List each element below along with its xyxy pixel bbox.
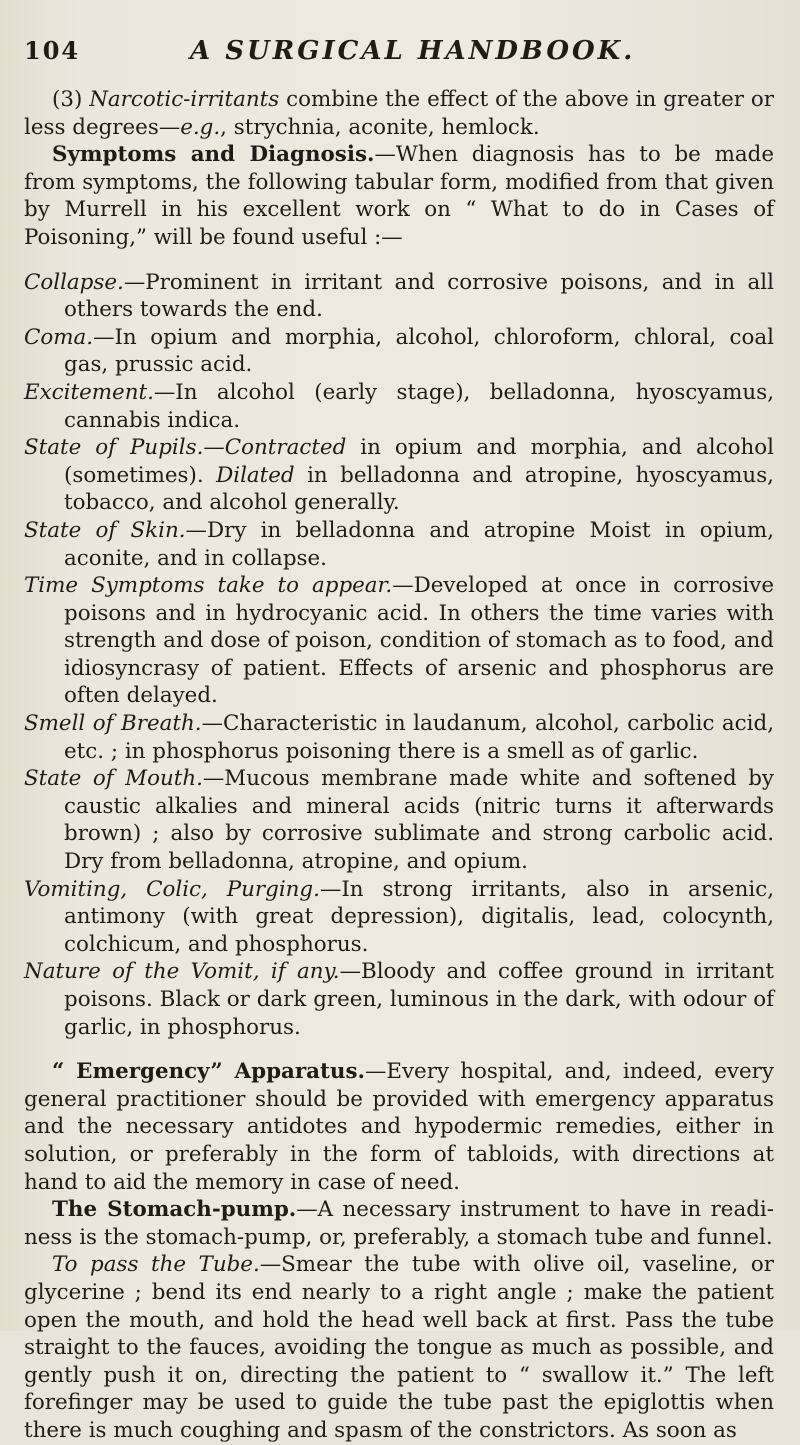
paragraph-text: , strychnia, aconite, hemlock. bbox=[220, 114, 540, 140]
entry-term: State of Mouth. bbox=[24, 766, 203, 792]
body-text bbox=[24, 86, 774, 1445]
entry-text: in opium and morphia, and alcohol (sometimes). bbox=[64, 435, 774, 488]
table-entry-time bbox=[24, 572, 774, 710]
table-entry-vomit-nature bbox=[24, 958, 774, 1041]
table-entry-skin bbox=[24, 517, 774, 572]
entry-term: State of Pupils. bbox=[24, 435, 204, 461]
section-heading-stomach-pump: The Stomach-pump. bbox=[52, 1197, 297, 1223]
paragraph-narcotic-irritants bbox=[24, 86, 774, 141]
paragraph-text: —Smear the tube with olive oil, vaseline, or glycerine ; bend its end nearly to a right angle ; make the patient open the mouth, and hold the head well back at first. Pass the tube straight to the fauces, avoiding the tongue as much as possible, and gently push it on, directing the patient to “ swallow it.” The left forefinger may be used to guide the tube past the epiglottis when there is much coughing and spasm of the constrictors. As soon as bbox=[24, 1252, 775, 1443]
page-number: 104 bbox=[24, 36, 81, 65]
table-entry-excitement bbox=[24, 379, 774, 434]
entry-term: Collapse. bbox=[24, 269, 124, 295]
abbrev-eg: e.g. bbox=[180, 114, 221, 140]
entry-term-dilated: Dilated bbox=[216, 462, 295, 488]
entry-text: —Bloody and coffee ground in irritant poisons. Black or dark green, luminous in the dark, with odour of garlic, in phosphorus. bbox=[64, 959, 775, 1040]
entry-text: in belladonna and atropine, hyoscyamus, tobacco, and alcohol generally. bbox=[64, 462, 774, 516]
table-entry-mouth bbox=[24, 765, 774, 875]
running-title: A SURGICAL HANDBOOK. bbox=[190, 36, 636, 66]
paragraph-text: combine the effect of the above in greater or less degrees— bbox=[24, 87, 774, 140]
entry-term: Vomiting, Colic, Purging. bbox=[24, 876, 320, 902]
entry-term: Smell of Breath. bbox=[24, 711, 202, 737]
term-pass-tube: To pass the Tube. bbox=[52, 1252, 260, 1278]
entry-term: Nature of the Vomit, if any. bbox=[24, 959, 340, 985]
entry-text: —Prominent in irritant and corrosive poisons, and in all others towards the end. bbox=[64, 269, 774, 323]
term-narcotic-irritants: Narcotic-irritants bbox=[89, 87, 280, 112]
paragraph-symptoms bbox=[24, 141, 774, 251]
paragraph-text: —When diagnosis has to be made from symptoms, the following tabular form, modified from that given by Murrell in his excellent work on “ What to do in Cases of Poisoning,” will be found useful :— bbox=[24, 142, 774, 250]
entry-term-contracted: Contracted bbox=[224, 435, 347, 461]
section-heading-symptoms: Symptoms and Diagnosis. bbox=[52, 142, 375, 168]
list-number: (3) bbox=[52, 87, 90, 112]
entry-text: — bbox=[203, 435, 225, 461]
symptom-table bbox=[24, 269, 774, 1042]
entry-text: —In alcohol (early stage), belladonna, hyoscyamus, cannabis indica. bbox=[64, 379, 774, 433]
paragraph-pass-tube bbox=[24, 1251, 774, 1444]
section-heading-emergency: “ Emergency” Apparatus. bbox=[52, 1059, 365, 1085]
paragraph-emergency bbox=[24, 1058, 774, 1196]
table-entry-vomiting bbox=[24, 876, 774, 959]
paragraph-text: —Every hospital, and, indeed, every general practitioner should be provided with emergency apparatus and the necessary antidotes and hypodermic remedies, either in solution, or preferably in the form of tabloids, with directions at hand to aid the memory in case of need. bbox=[24, 1059, 774, 1195]
paragraph-stomach-pump bbox=[24, 1196, 774, 1251]
table-entry-pupils bbox=[24, 434, 774, 517]
entry-term: Excitement. bbox=[24, 379, 154, 405]
entry-text: —Developed at once in corrosive poisons and in hydrocyanic acid. In others the time varies with strength and dose of poison, condition of stomach as to food, and idiosyncrasy of patient. Effects of arsenic and phosphorus are often delayed. bbox=[64, 573, 774, 709]
entry-text: —In strong irritants, also in arsenic, antimony (with great depression), digitalis, lead, colocynth, colchicum, and phosphorus. bbox=[64, 876, 774, 957]
entry-text: —Dry in belladonna and atropine Moist in opium, aconite, and in collapse. bbox=[64, 517, 774, 571]
entry-text: —In opium and morphia, alcohol, chloroform, chloral, coal gas, prussic acid. bbox=[64, 324, 774, 378]
table-entry-collapse bbox=[24, 269, 774, 324]
entry-term: State of Skin. bbox=[24, 517, 186, 543]
entry-text: —Characteristic in laudanum, alcohol, carbolic acid, etc. ; in phosphorus poisoning there is a smell as of garlic. bbox=[64, 711, 774, 764]
entry-term: Coma. bbox=[24, 324, 94, 350]
table-entry-breath bbox=[24, 710, 774, 765]
entry-term: Time Symptoms take to appear. bbox=[24, 573, 393, 599]
entry-text: —Mucous membrane made white and softened by caustic alkalies and mineral acids (nitric turns it afterwards brown) ; also by corrosive sublimate and strong carbolic acid. Dry from belladonna, atropine, and opium. bbox=[64, 766, 774, 875]
paragraph-text: —A necessary instrument to have in readiness is the stomach-pump, or, preferably, a stomach tube and funnel. bbox=[24, 1197, 774, 1250]
table-entry-coma bbox=[24, 324, 774, 379]
running-head bbox=[24, 36, 774, 72]
